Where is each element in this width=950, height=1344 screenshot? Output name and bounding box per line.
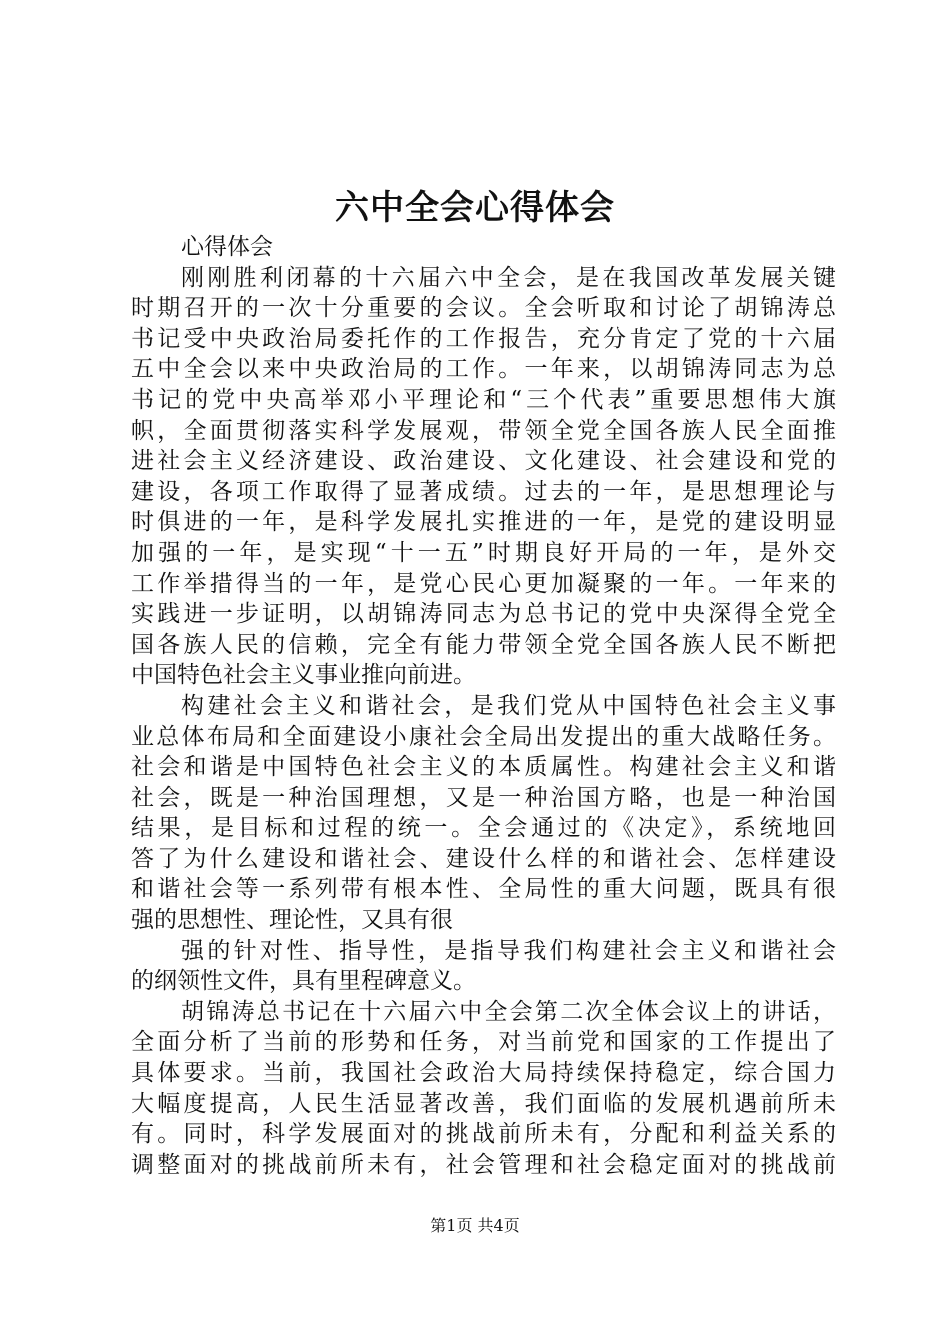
page-number: 第1页 共4页 xyxy=(430,1216,520,1235)
text-line: 中国特色社会主义事业推向前进。 xyxy=(131,662,476,689)
text-line: 业总体布局和全面建设小康社会全局出发提出的重大战略任务。 xyxy=(131,723,836,750)
text-line: 大幅度提高，人民生活显著改善，我们面临的发展机遇前所未 xyxy=(131,1090,836,1117)
paragraph xyxy=(131,691,836,936)
paragraph-heading xyxy=(131,232,836,263)
text-line: 具体要求。当前，我国社会政治大局持续保持稳定，综合国力 xyxy=(131,1060,836,1087)
text-line: 书记受中央政治局委托作的工作报告，充分肯定了党的十六届 xyxy=(131,325,836,352)
text-line: 五中全会以来中央政治局的工作。一年来，以胡锦涛同志为总 xyxy=(131,356,836,383)
text-line: 实践进一步证明，以胡锦涛同志为总书记的党中央深得全党全 xyxy=(131,601,836,628)
text-line: 帜，全面贯彻落实科学发展观，带领全党全国各族人民全面推 xyxy=(131,417,836,444)
text-line: 进社会主义经济建设、政治建设、文化建设、社会建设和党的 xyxy=(131,448,836,475)
text-line: 有。同时，科学发展面对的挑战前所未有，分配和利益关系的 xyxy=(131,1121,836,1148)
text-line: 时期召开的一次十分重要的会议。全会听取和讨论了胡锦涛总 xyxy=(131,295,836,322)
text-line: 国各族人民的信赖，完全有能力带领全党全国各族人民不断把 xyxy=(131,631,836,658)
paragraph xyxy=(131,997,836,1181)
text-line: 和谐社会等一系列带有根本性、全局性的重大问题，既具有很 xyxy=(131,876,836,903)
text-line: 强的思想性、理论性，又具有很 xyxy=(131,907,453,934)
text-line: 刚刚胜利闭幕的十六届六中全会，是在我国改革发展关键 xyxy=(181,264,836,291)
text-line: 社会，既是一种治国理想，又是一种治国方略，也是一种治国 xyxy=(131,784,836,811)
text-line: 结果，是目标和过程的统一。全会通过的《决定》，系统地回 xyxy=(131,815,836,842)
text-line: 建设，各项工作取得了显著成绩。过去的一年，是思想理论与 xyxy=(131,478,836,505)
text-line: 的纲领性文件，具有里程碑意义。 xyxy=(131,968,476,995)
text-line: 书记的党中央高举邓小平理论和“三个代表”重要思想伟大旗 xyxy=(131,386,836,413)
text-line: 心得体会 xyxy=(181,234,273,260)
paragraph xyxy=(131,263,836,691)
text-line: 调整面对的挑战前所未有，社会管理和社会稳定面对的挑战前 xyxy=(131,1151,836,1178)
text-line: 强的针对性、指导性，是指导我们构建社会主义和谐社会 xyxy=(181,937,836,964)
text-line: 胡锦涛总书记在十六届六中全会第二次全体会议上的讲话， xyxy=(181,998,836,1025)
text-line: 工作举措得当的一年，是党心民心更加凝聚的一年。一年来的 xyxy=(131,570,836,597)
text-line: 加强的一年，是实现“十一五”时期良好开局的一年，是外交 xyxy=(131,539,836,566)
text-line: 构建社会主义和谐社会，是我们党从中国特色社会主义事 xyxy=(181,692,836,719)
text-line: 答了为什么建设和谐社会、建设什么样的和谐社会、怎样建设 xyxy=(131,845,836,872)
document-title: 六中全会心得体会 xyxy=(335,188,615,228)
document-body xyxy=(131,232,836,1180)
paragraph xyxy=(131,936,836,997)
text-line: 社会和谐是中国特色社会主义的本质属性。构建社会主义和谐 xyxy=(131,754,836,781)
text-line: 全面分析了当前的形势和任务，对当前党和国家的工作提出了 xyxy=(131,1029,836,1056)
text-line: 时俱进的一年，是科学发展扎实推进的一年，是党的建设明显 xyxy=(131,509,836,536)
